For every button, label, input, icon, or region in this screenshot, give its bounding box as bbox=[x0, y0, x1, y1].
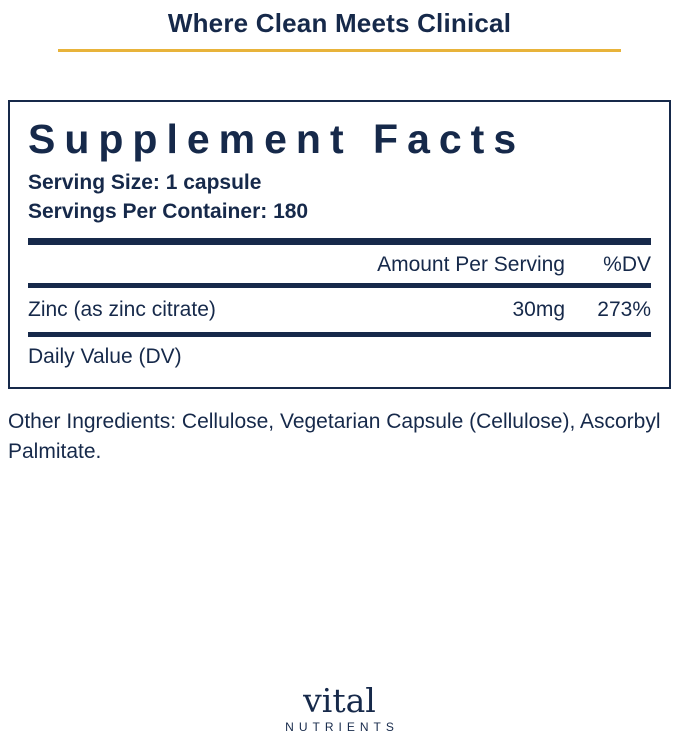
rule-below-servings bbox=[28, 238, 651, 245]
nutrient-dv: 273% bbox=[597, 297, 651, 321]
brand-name: vital bbox=[303, 681, 376, 720]
gold-divider bbox=[58, 49, 621, 52]
nutrient-amount: 30mg bbox=[512, 297, 565, 321]
header-percent-dv: %DV bbox=[603, 252, 651, 276]
table-row bbox=[28, 288, 651, 332]
supplement-facts-panel bbox=[8, 100, 671, 389]
brand-subtitle: NUTRIENTS bbox=[285, 720, 399, 734]
serving-size-text: Serving Size: 1 capsule bbox=[28, 171, 262, 195]
daily-value-footnote: Daily Value (DV) bbox=[28, 344, 182, 368]
servings-per-container-text: Servings Per Container: 180 bbox=[28, 199, 309, 223]
nutrient-name: Zinc (as zinc citrate) bbox=[28, 297, 216, 321]
page-title: Where Clean Meets Clinical bbox=[167, 8, 512, 38]
header-amount-per-serving: Amount Per Serving bbox=[377, 252, 565, 276]
table-header-row bbox=[28, 245, 651, 283]
other-ingredients-text: Other Ingredients: Cellulose, Vegetarian Capsule (Cellulose), Ascorbyl Palmitate. bbox=[8, 409, 661, 463]
supplement-facts-title: Supplement Facts bbox=[28, 116, 526, 163]
brand-logo bbox=[0, 681, 679, 734]
